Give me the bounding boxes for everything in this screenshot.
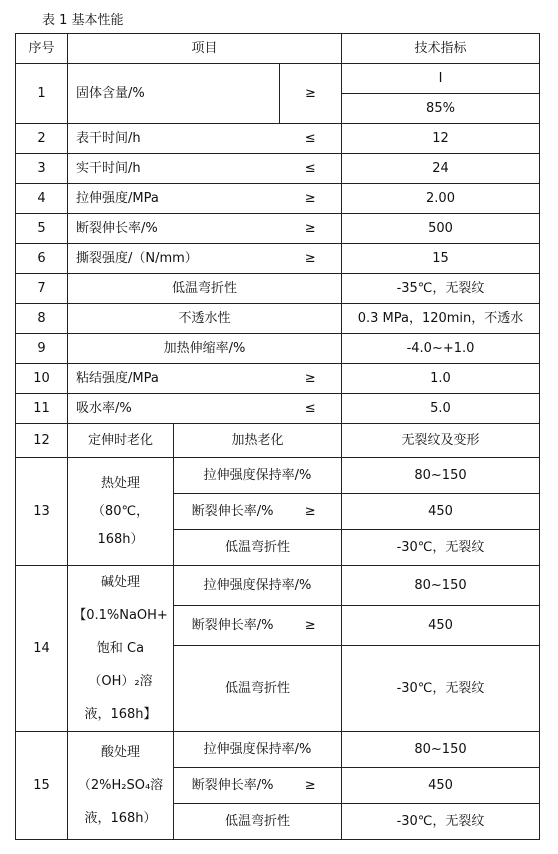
aging-item: 拉伸强度保持率/% [174,566,342,606]
row-no: 8 [16,304,68,334]
table-row [16,424,540,458]
row-spec: 12 [342,124,540,154]
aging-sym: ≥ [280,494,342,530]
table-row [16,244,540,274]
aging-sym: ≥ [280,768,342,804]
row-no: 9 [16,334,68,364]
row-no: 10 [16,364,68,394]
row-item-heat-aging: 加热老化 [174,424,342,458]
treatment-line: 酸处理 [100,745,140,760]
table-row [16,184,540,214]
row-no: 14 [16,566,68,732]
row-sym: ≤ [280,124,342,154]
header-no: 序号 [16,34,68,64]
aging-spec: 80~150 [342,732,540,768]
row-item: 吸水率/% [68,394,280,424]
row-no: 5 [16,214,68,244]
row-sym: ≥ [280,244,342,274]
treatment-line: 液，168h】 [84,707,157,722]
row-no: 6 [16,244,68,274]
table-row [16,732,540,768]
aging-spec: -30℃，无裂纹 [342,646,540,732]
row-spec: 85% [342,94,540,124]
table-row [16,154,540,184]
treatment-line: 168h） [97,531,144,547]
treatment-line: 饱和 Ca [96,641,145,656]
row-spec: 15 [342,244,540,274]
row-sym: ≥ [280,64,342,124]
aging-item: 低温弯折性 [174,804,342,840]
aging-item: 断裂伸长率/% [174,606,280,646]
table-row [16,458,540,494]
aging-spec: 450 [342,494,540,530]
row-item-aging-type: 定伸时老化 [68,424,174,458]
row-spec: -35℃，无裂纹 [342,274,540,304]
row-no: 13 [16,458,68,566]
row-spec: 1.0 [342,364,540,394]
row-no: 3 [16,154,68,184]
row-item: 低温弯折性 [68,274,342,304]
row-no: 15 [16,732,68,840]
row-spec: I [342,64,540,94]
row-spec: 0.3 MPa，120min，不透水 [342,304,540,334]
row-sym: ≥ [280,364,342,394]
row-no: 12 [16,424,68,458]
table-row [16,214,540,244]
aging-spec: 450 [342,768,540,804]
aging-item: 低温弯折性 [174,646,342,732]
aging-spec: 450 [342,606,540,646]
aging-item: 断裂伸长率/% [174,768,280,804]
row-item: 表干时间/h [68,124,280,154]
aging-spec: 80~150 [342,458,540,494]
row-spec: 无裂纹及变形 [342,424,540,458]
treatment-line: 【0.1%NaOH+ [73,608,168,623]
row-item: 固体含量/% [68,64,280,124]
aging-spec: -30℃，无裂纹 [342,804,540,840]
aging-item: 拉伸强度保持率/% [174,458,342,494]
aging-item: 拉伸强度保持率/% [174,732,342,768]
row-sym: ≥ [280,214,342,244]
table-row [16,334,540,364]
treatment-cell [68,458,174,566]
header-item: 项目 [68,34,342,64]
treatment-line: （80℃， [91,503,150,519]
row-item: 不透水性 [68,304,342,334]
treatment-cell [68,566,174,732]
aging-spec: 80~150 [342,566,540,606]
row-item: 拉伸强度/MPa [68,184,280,214]
row-no: 11 [16,394,68,424]
treatment-line: （2%H₂SO₄溶 [77,778,164,793]
row-spec: 5.0 [342,394,540,424]
row-spec: 2.00 [342,184,540,214]
header-row [16,34,540,64]
row-spec: -4.0~+1.0 [342,334,540,364]
row-sym: ≥ [280,184,342,214]
aging-spec: -30℃，无裂纹 [342,530,540,566]
aging-item: 低温弯折性 [174,530,342,566]
row-item: 实干时间/h [68,154,280,184]
table-row [16,64,540,94]
table-row [16,124,540,154]
table-row [16,274,540,304]
aging-item: 断裂伸长率/% [174,494,280,530]
row-sym: ≤ [280,394,342,424]
table-row [16,304,540,334]
row-no: 7 [16,274,68,304]
treatment-line: 液，168h） [84,811,157,826]
table-caption: 表 1 基本性能 [42,13,124,28]
header-spec: 技术指标 [342,34,540,64]
treatment-line: 热处理 [100,475,140,491]
row-item: 加热伸缩率/% [68,334,342,364]
row-spec: 500 [342,214,540,244]
table-row [16,394,540,424]
row-item: 撕裂强度/（N/mm） [68,244,280,274]
performance-table [15,33,540,840]
row-no: 2 [16,124,68,154]
treatment-line: （OH）₂溶 [88,674,153,689]
row-sym: ≤ [280,154,342,184]
row-no: 4 [16,184,68,214]
table-row [16,364,540,394]
row-spec: 24 [342,154,540,184]
row-item: 粘结强度/MPa [68,364,280,394]
treatment-line: 碱处理 [100,575,140,590]
row-item: 断裂伸长率/% [68,214,280,244]
aging-sym: ≥ [280,606,342,646]
row-no: 1 [16,64,68,124]
treatment-cell [68,732,174,840]
table-row [16,566,540,606]
